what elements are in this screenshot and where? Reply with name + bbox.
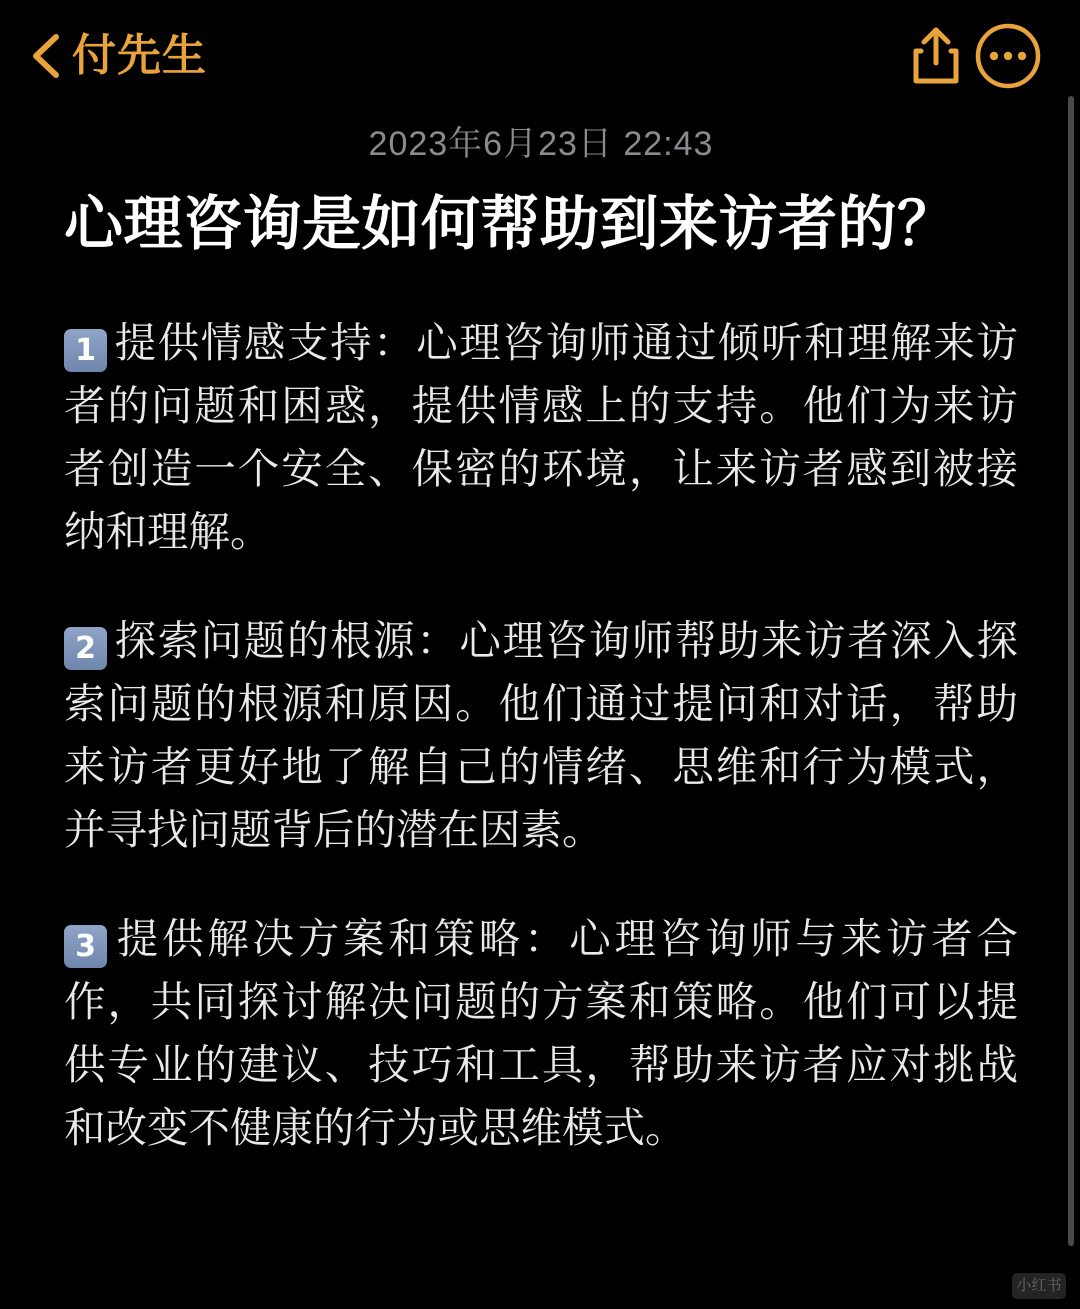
vertical-scrollbar[interactable] bbox=[1068, 96, 1074, 1246]
list-item-text: 提供情感支持：心理咨询师通过倾听和理解来访者的问题和困惑，提供情感上的支持。他们为来访者创造一个安全、保密的环境，让来访者感到被接纳和理解。 bbox=[64, 318, 1018, 555]
list-item bbox=[64, 907, 1018, 1159]
note-document bbox=[0, 116, 1080, 1159]
watermark-badge: 小红书 bbox=[1012, 1273, 1066, 1299]
chevron-left-icon[interactable] bbox=[28, 33, 62, 79]
list-item bbox=[64, 609, 1018, 861]
share-button[interactable] bbox=[900, 20, 972, 92]
top-navigation-bar bbox=[0, 0, 1080, 112]
list-item-text: 探索问题的根源：心理咨询师帮助来访者深入探索问题的根源和原因。他们通过提问和对话，帮助来访者更好地了解自己的情绪、思维和行为模式，并寻找问题背后的潜在因素。 bbox=[64, 616, 1018, 854]
more-options-button[interactable] bbox=[972, 20, 1044, 92]
list-item bbox=[64, 311, 1018, 563]
more-options-icon[interactable] bbox=[974, 22, 1042, 90]
page-title: 心理咨询是如何帮助到来访者的？ bbox=[64, 191, 957, 257]
share-icon[interactable] bbox=[908, 25, 964, 87]
list-number-badge: 2 bbox=[64, 627, 107, 670]
back-button-label[interactable]: 付先生 bbox=[72, 31, 207, 80]
list-item-text: 提供解决方案和策略：心理咨询师与来访者合作，共同探讨解决问题的方案和策略。他们可以提供专业的建议、技巧和工具，帮助来访者应对挑战和改变不健康的行为或思维模式。 bbox=[64, 915, 1018, 1152]
list-number-badge: 1 bbox=[64, 329, 107, 372]
back-button[interactable] bbox=[28, 33, 207, 79]
note-timestamp: 2023年6月23日 22:43 bbox=[368, 125, 714, 163]
list-number-badge: 3 bbox=[64, 925, 107, 968]
